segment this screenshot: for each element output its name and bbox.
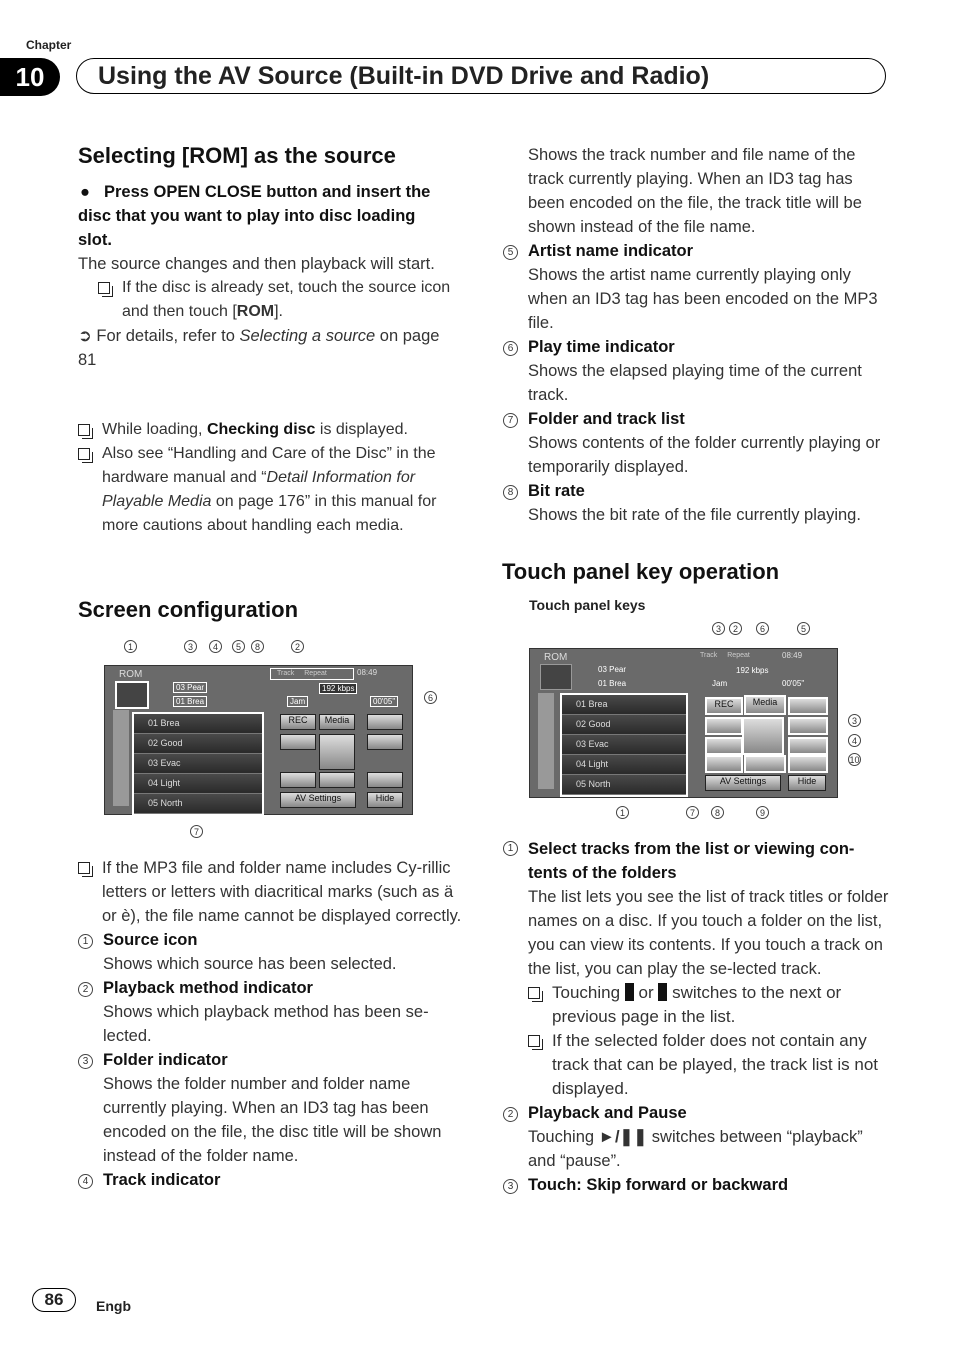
callout-5: 5 bbox=[232, 640, 245, 653]
touch-keys-label: Touch panel keys bbox=[529, 597, 646, 613]
repeat-button[interactable] bbox=[705, 755, 743, 773]
next-button[interactable] bbox=[367, 734, 403, 750]
scan-button[interactable] bbox=[367, 772, 403, 788]
page-down-icon bbox=[658, 983, 667, 1001]
callout-10: 10 bbox=[849, 754, 860, 765]
right-items bbox=[503, 143, 889, 527]
folder-indicator: 03 Pear bbox=[173, 682, 207, 693]
item-playback-method: 2 Playback method indicator Shows which playback method has been se-lected. bbox=[78, 976, 466, 1048]
list-item[interactable]: 05 North bbox=[134, 794, 262, 814]
chapter-label: Chapter bbox=[26, 38, 72, 52]
repeat-button[interactable] bbox=[280, 772, 316, 788]
callout-6: 6 bbox=[756, 622, 769, 635]
touch-key-items bbox=[503, 837, 889, 1197]
rec-button[interactable]: REC bbox=[280, 714, 316, 730]
folder-button[interactable] bbox=[367, 714, 403, 730]
step-result: The source changes and then playback will start. bbox=[78, 255, 435, 273]
note-box-icon bbox=[98, 282, 110, 294]
note-disc-set bbox=[78, 276, 453, 324]
next-button[interactable] bbox=[788, 717, 828, 735]
list-item[interactable]: 01 Brea bbox=[562, 695, 686, 715]
list-item[interactable]: 01 Brea bbox=[134, 714, 262, 734]
callout-2: 2 bbox=[291, 640, 304, 653]
note-box-icon bbox=[78, 424, 90, 436]
chapter-number: 10 bbox=[0, 58, 60, 96]
playback-method-indicator: Track Repeat bbox=[700, 652, 750, 659]
screen-config-image bbox=[104, 665, 413, 815]
play-time-indicator: 00'05" bbox=[370, 696, 398, 707]
source-icon bbox=[115, 681, 149, 709]
folder-button[interactable] bbox=[788, 697, 828, 715]
folder-indicator: 03 Pear bbox=[598, 665, 627, 674]
callout-1: 1 bbox=[616, 806, 629, 819]
list-item[interactable]: 04 Light bbox=[134, 774, 262, 794]
page-number: 86 bbox=[32, 1288, 76, 1312]
page-title: Using the AV Source (Built-in DVD Drive and Radio) bbox=[98, 62, 710, 90]
media-button[interactable]: Media bbox=[744, 695, 786, 715]
touch-panel-image bbox=[529, 648, 838, 798]
key-item-select-tracks-desc: The list lets you see the list of track titles or folder names on a disc. If you touch a folder on the list, you can view its contents. If you touch a track on the list, you can play the se-lected track. bbox=[528, 888, 889, 978]
item-play-time: 6 Play time indicator Shows the elapsed playing time of the current track. bbox=[503, 335, 889, 407]
reference-arrow-icon: ➲ bbox=[78, 327, 92, 345]
step-instruction bbox=[78, 180, 453, 252]
clock: 08:49 bbox=[782, 651, 803, 660]
av-settings-button[interactable]: AV Settings bbox=[705, 775, 781, 791]
play-pause-button[interactable] bbox=[319, 734, 355, 770]
list-item[interactable]: 04 Light bbox=[562, 755, 686, 775]
source-label: ROM bbox=[544, 652, 568, 663]
play-pause-icon: ►/❚❚ bbox=[598, 1128, 648, 1146]
prev-button[interactable] bbox=[705, 717, 743, 735]
note-empty-folder: If the selected folder does not contain any track that can be played, the track list is not displayed. bbox=[503, 1029, 889, 1101]
callout-4: 4 bbox=[848, 734, 861, 747]
media-button[interactable]: Media bbox=[319, 714, 355, 730]
playback-method-indicator: Track Repeat bbox=[270, 668, 354, 680]
play-pause-button[interactable] bbox=[742, 717, 784, 755]
folder-track-list[interactable] bbox=[560, 693, 688, 797]
callout-7: 7 bbox=[190, 825, 203, 838]
page-up-icon bbox=[625, 983, 634, 1001]
track-indicator: 01 Brea bbox=[598, 679, 627, 688]
item-folder-track-list: 7 Folder and track list Shows contents of the folder currently playing or temporarily displayed. bbox=[503, 407, 889, 479]
note-box-icon bbox=[528, 987, 540, 999]
bitrate-button[interactable] bbox=[705, 737, 743, 755]
list-item[interactable]: 02 Good bbox=[562, 715, 686, 735]
callout-3: 3 bbox=[712, 622, 725, 635]
note-box-icon bbox=[78, 448, 90, 460]
item-folder-indicator: 3 Folder indicator Shows the folder number and folder name currently playing. When an ID3 tag has been encoded on the file, the disc title will be shown instead of the folder name. bbox=[78, 1048, 466, 1168]
section-title-selecting-rom: Selecting [ROM] as the source bbox=[78, 143, 396, 168]
item-bit-rate: 8 Bit rate Shows the bit rate of the file currently playing. bbox=[503, 479, 889, 527]
list-scrollbar[interactable] bbox=[113, 710, 129, 806]
step-text: Press OPEN CLOSE button and insert the disc that you want to play into disc loading slot. bbox=[78, 183, 431, 249]
bitrate-indicator: 192 kbps bbox=[736, 666, 769, 675]
callout-1: 1 bbox=[124, 640, 137, 653]
note-page-switch: Touching or switches to the next or previous page in the list. bbox=[503, 981, 889, 1029]
bitrate-indicator: 192 kbps bbox=[319, 683, 357, 694]
callout-2: 2 bbox=[729, 622, 742, 635]
bullet-icon: ● bbox=[80, 183, 90, 201]
hide-button[interactable]: Hide bbox=[367, 792, 403, 808]
left-items bbox=[78, 856, 466, 1192]
reference-line: ➲ For details, refer to Selecting a source on page 81 bbox=[78, 327, 440, 369]
left-intro bbox=[78, 180, 453, 372]
av-settings-button[interactable]: AV Settings bbox=[280, 792, 356, 808]
source-label: ROM bbox=[119, 669, 143, 680]
note-mp3-names: If the MP3 file and folder name includes Cy-rillic letters or letters with diacritical marks (such as ä or è), the file name cannot be displayed correctly. bbox=[78, 856, 466, 928]
key-item-play-pause: 2 Playback and Pause bbox=[503, 1101, 889, 1125]
section-title-screen-config: Screen configuration bbox=[78, 597, 299, 622]
list-scrollbar[interactable] bbox=[538, 693, 554, 789]
track-indicator-desc: Shows the track number and file name of the track currently playing. When an ID3 tag has been encoded on the file, the track title will be shown instead of the file name. bbox=[528, 146, 862, 236]
track-indicator: 01 Brea bbox=[173, 696, 207, 707]
item-track-indicator: 4 Track indicator bbox=[78, 1168, 466, 1192]
item-artist: 5 Artist name indicator Shows the artist name currently playing only when an ID3 tag has been encoded on the MP3 file. bbox=[503, 239, 889, 335]
hide-button[interactable]: Hide bbox=[788, 775, 826, 791]
callout-8: 8 bbox=[711, 806, 724, 819]
list-item[interactable]: 05 North bbox=[562, 775, 686, 795]
item-source-icon: 1 Source icon Shows which source has been selected. bbox=[78, 928, 466, 976]
list-item[interactable]: 03 Evac bbox=[562, 735, 686, 755]
callout-5: 5 bbox=[797, 622, 810, 635]
callout-9: 9 bbox=[756, 806, 769, 819]
source-icon[interactable] bbox=[540, 664, 572, 690]
note-box-icon bbox=[528, 1035, 540, 1047]
key-item-select-tracks: 1 Select tracks from the list or viewing con-tents of the folders bbox=[503, 837, 889, 885]
artist-indicator: Jam bbox=[712, 679, 728, 688]
random-button[interactable] bbox=[319, 772, 355, 788]
note-box-icon bbox=[78, 862, 90, 874]
note-text: If the disc is already set, touch the source icon and then touch [ROM]. bbox=[122, 279, 451, 320]
prev-button[interactable] bbox=[280, 734, 316, 750]
callout-7: 7 bbox=[686, 806, 699, 819]
note-loading: While loading, Checking disc is displayed. bbox=[78, 418, 466, 442]
callout-8: 8 bbox=[251, 640, 264, 653]
callout-3: 3 bbox=[184, 640, 197, 653]
list-item[interactable]: 03 Evac bbox=[134, 754, 262, 774]
callout-3: 3 bbox=[848, 714, 861, 727]
callout-6: 6 bbox=[424, 691, 437, 704]
note-handling: Also see “Handling and Care of the Disc” in the hardware manual and “Detail Information for Playable Media on page 176” in this manual for more cautions about handling each media. bbox=[78, 442, 466, 538]
stop-button[interactable] bbox=[788, 737, 828, 755]
key-item-skip: 3 Touch: Skip forward or backward bbox=[503, 1173, 889, 1197]
scan-button[interactable] bbox=[788, 755, 828, 773]
key-item-play-pause-desc: Touching ►/❚❚ switches between “playback” and “pause”. bbox=[528, 1128, 863, 1170]
language-code: Engb bbox=[96, 1298, 131, 1314]
folder-track-list[interactable] bbox=[132, 712, 264, 816]
clock: 08:49 bbox=[357, 668, 378, 677]
rec-button[interactable]: REC bbox=[705, 697, 743, 715]
callout-4: 4 bbox=[209, 640, 222, 653]
artist-indicator: Jam bbox=[287, 696, 308, 707]
random-button[interactable] bbox=[744, 755, 786, 773]
left-notes bbox=[78, 418, 466, 538]
play-time-indicator: 00'05" bbox=[782, 679, 805, 688]
list-item[interactable]: 02 Good bbox=[134, 734, 262, 754]
section-title-touch-panel: Touch panel key operation bbox=[502, 559, 780, 584]
